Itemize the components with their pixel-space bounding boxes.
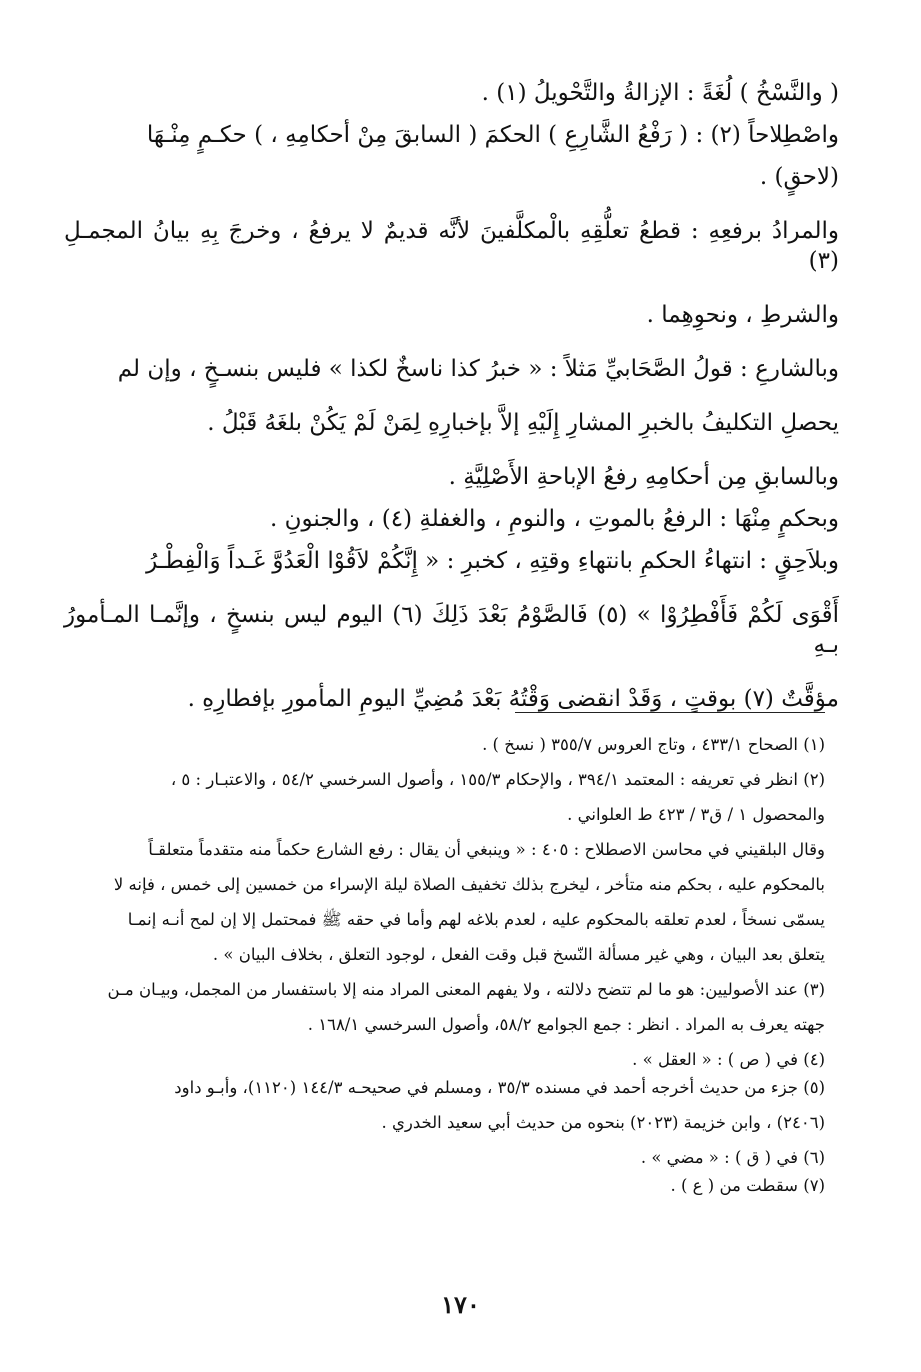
main-line: ( والنَّسْخُ ) لُغَةً : الإزالةُ والتَّحْويلُ (١) .: [481, 80, 839, 106]
footnote-line: (٧) سقطت من ( ع ) .: [670, 1176, 825, 1195]
main-line: وبحكمٍ مِنْهَا : الرفعُ بالموتِ ، والنومِ ، والغفلةِ (٤) ، والجنونِ .: [270, 506, 839, 532]
main-line: يحصلِ التكليفُ بالخبرِ المشارِ إِلَيْهِ إلاَّ بإخبارِهِ لِمَنْ لَمْ يَكُنْ بلغَهُ قَبْلُ .: [207, 410, 839, 436]
main-line: مؤقَّتٌ (٧) بوقتٍ ، وَقَدْ انقضى وَقْتُهُ بَعْدَ مُضِيِّ اليومِ المأمورِ بإفطارِهِ .: [187, 686, 839, 712]
main-line: أَقْوَى لَكُمْ فَأَفْطِرُوْا » (٥) فَالصَّوْمُ بَعْدَ ذَلِكَ (٦) اليوم ليس بنسخٍ ، وإنَّمـا المـأمورُ بـهِ: [64, 602, 839, 658]
main-line: (لاحقٍ) .: [759, 164, 839, 190]
footnote-line: والمحصول ١ / ق٣ / ٤٢٣ ط العلواني .: [567, 805, 825, 824]
footnote-line: (٥) جزء من حديث أخرجه أحمد في مسنده ٣٥/٣ ، ومسلم في صحيحـه ١٤٤/٣ (١١٢٠)، وأبـو داود: [174, 1078, 825, 1097]
footnote-line: (٢٤٠٦) ، وابن خزيمة (٢٠٢٣) بنحوه من حديث أبي سعيد الخدري .: [381, 1113, 825, 1132]
footnote-line: (٢) انظر في تعريفه : المعتمد ٣٩٤/١ ، والإحكام ١٥٥/٣ ، وأصول السرخسي ٥٤/٢ ، والاعتبـار : ٥ ،: [170, 770, 825, 789]
footnote-line: وقال البلقيني في محاسن الاصطلاح : ٤٠٥ : « وينبغي أن يقال : رفع الشارع حكماً منه متقدماً متعلقـاً: [148, 840, 825, 859]
footnote-line: (٦) في ( ق ) : « مضي » .: [640, 1148, 825, 1167]
page-number: ١٧٠: [441, 1290, 480, 1319]
footnote-line: (١) الصحاح ٤٣٣/١ ، وتاج العروس ٣٥٥/٧ ( نسخ ) .: [482, 735, 825, 754]
main-text: [64, 78, 839, 738]
main-line: وبالشارعِ : قولُ الصَّحَابيِّ مَثلاً : « خبرُ كذا ناسخٌ لكذا » فليس بنسـخٍ ، وإن لم: [117, 356, 839, 382]
footnote-separator: [515, 712, 825, 713]
footnotes: [80, 734, 825, 1203]
main-line: وبالسابقِ مِن أحكامِهِ رفعُ الإباحةِ الأَصْلِيَّةِ .: [448, 464, 839, 490]
footnote-line: يسمّى نسخاً ، لعدم تعلقه بالمحكوم عليه ، لعدم بلاغه لهم وأما في حقه ﷺ فمحتمل إلا إن لمح أنـه إنمـا: [127, 910, 825, 929]
footnote-line: (٤) في ( ص ) : « العقل » .: [632, 1050, 825, 1069]
main-line: واصْطِلاحاً (٢) : ( رَفْعُ الشَّارِعِ ) الحكمَ ( السابقَ مِنْ أحكامِهِ ، ) حكـمٍ مِنْـهَا: [146, 122, 839, 148]
main-line: والمرادُ برفعِهِ : قطعُ تعلُّقِهِ بالْمكلَّفينَ لأنَّه قديمٌ لا يرفعُ ، وخرجَ بِهِ بيانُ المجمـلِ (٣): [64, 218, 839, 274]
footnote-line: بالمحكوم عليه ، بحكم منه متأخر ، ليخرج بذلك تخفيف الصلاة ليلة الإسراء من خمسين إلى خمس ، فإنه لا: [113, 875, 825, 894]
footnote-line: (٣) عند الأصوليين: هو ما لم تتضح دلالته ، ولا يفهم المعنى المراد منه إلا باستفسار من المجمل، وبيـان مـن: [107, 980, 825, 999]
footnote-line: يتعلق بعد البيان ، وهي غير مسألة النّسخ قبل وقت الفعل ، لوجود التعلق ، بخلاف البيان » .: [212, 945, 825, 964]
main-line: وبلاَحِقٍ : انتهاءُ الحكمِ بانتهاءِ وقتِهِ ، كخبرِ : « إِنَّكُمْ لاَقُوْا الْعَدُوَّ غَـداً وَالْفِطْـرُ: [146, 548, 839, 574]
footnote-line: جهته يعرف به المراد . انظر : جمع الجوامع ٥٨/٢، وأصول السرخسي ١٦٨/١ .: [307, 1015, 825, 1034]
main-line: والشرطِ ، ونحوِهِما .: [646, 302, 839, 328]
